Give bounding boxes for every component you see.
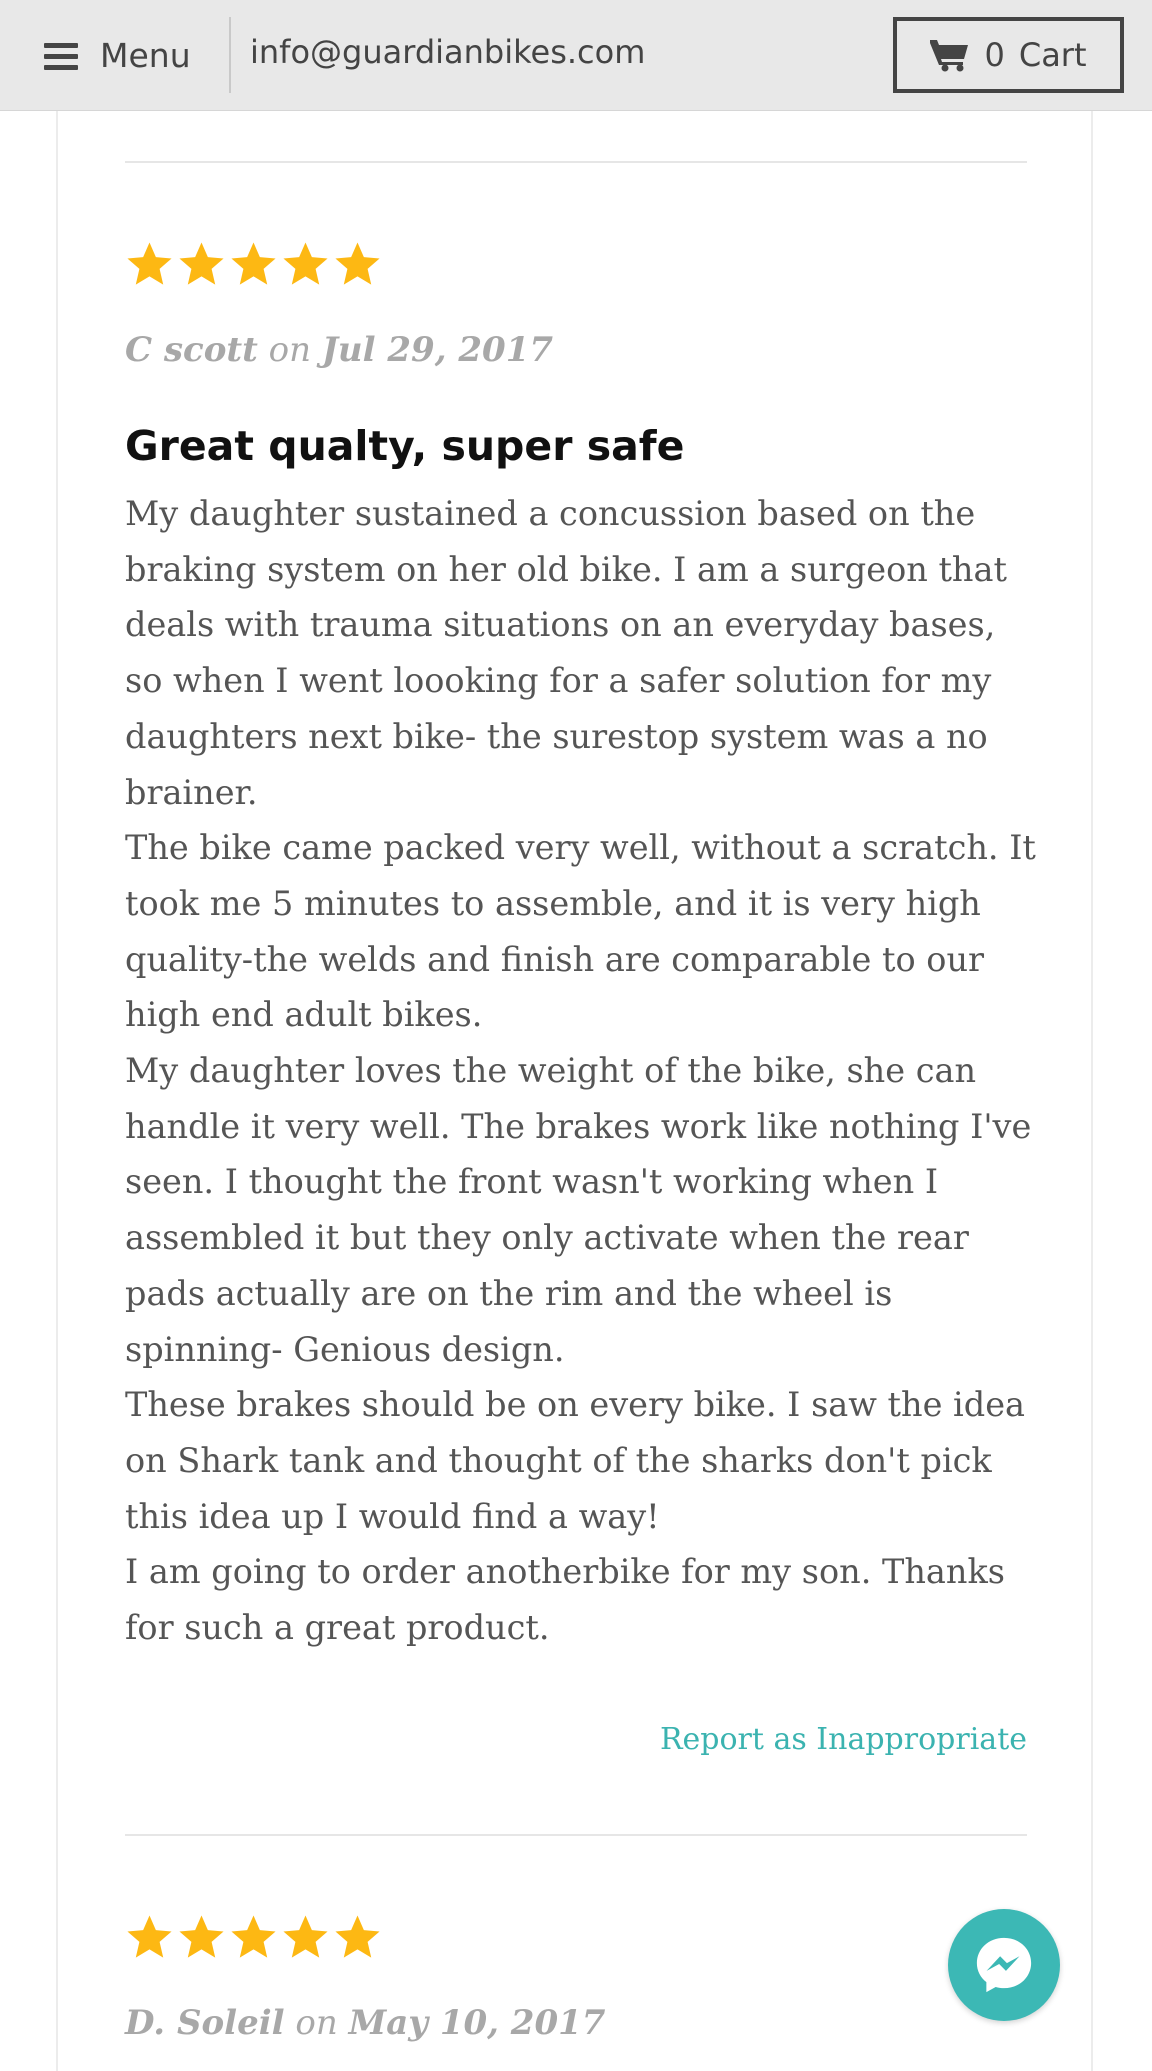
- star-icon: [125, 240, 174, 288]
- star-icon: [281, 1913, 330, 1961]
- review-on: on: [295, 2003, 338, 2043]
- cart-button[interactable]: [893, 17, 1124, 93]
- star-icon: [229, 240, 278, 288]
- review-rating: [125, 1913, 382, 1961]
- review-paragraph: I am going to order anotherbike for my son. Thanks for such a great product.: [125, 1552, 1005, 1648]
- review-rating: [125, 240, 382, 288]
- email-link[interactable]: info@guardianbikes.com: [250, 33, 646, 71]
- review-paragraph: These brakes should be on every bike. I saw the idea on Shark tank and thought of the sharks don't pick this idea up I would find a way!: [125, 1385, 1026, 1536]
- messenger-icon: [973, 1934, 1035, 1996]
- review-divider: [125, 1834, 1027, 1836]
- header-divider: [229, 17, 231, 93]
- review-byline: [125, 2003, 605, 2043]
- star-icon: [177, 240, 226, 288]
- review-on: on: [268, 330, 312, 370]
- star-icon: [177, 1913, 226, 1961]
- star-icon: [281, 240, 330, 288]
- star-icon: [125, 1913, 174, 1961]
- review-paragraph: My daughter loves the weight of the bike, she can handle it very well. The brakes work like nothing I've seen. I thought the front wasn't working when I assembled it but they only activate when the rear pads actually are on the rim and the wheel is spinning- Genious design.: [125, 1051, 1032, 1369]
- cart-count: 0: [984, 36, 1005, 74]
- review-divider: [125, 161, 1027, 163]
- review-author: D. Soleil: [125, 2003, 285, 2043]
- review-date: Jul 29, 2017: [321, 330, 554, 370]
- star-icon: [333, 240, 382, 288]
- review-author: C scott: [125, 330, 258, 370]
- review-paragraph: The bike came packed very well, without a scratch. It took me 5 minutes to assemble, and it is very high quality-the welds and finish are comparable to our high end adult bikes.: [125, 828, 1036, 1035]
- messenger-chat-button[interactable]: [948, 1909, 1060, 2021]
- hamburger-icon: [44, 42, 78, 70]
- review-byline: [125, 330, 553, 370]
- menu-button[interactable]: [44, 0, 191, 111]
- review-date: May 10, 2017: [348, 2003, 606, 2043]
- report-inappropriate-link[interactable]: Report as Inappropriate: [659, 1722, 1027, 1757]
- star-icon: [333, 1913, 382, 1961]
- star-icon: [229, 1913, 278, 1961]
- top-bar: [0, 0, 1152, 111]
- review-body: [125, 486, 1037, 1656]
- menu-label: Menu: [100, 36, 191, 75]
- review-paragraph: My daughter sustained a concussion based on the braking system on her old bike. I am a surgeon that deals with trauma situations on an everyday bases, so when I went loooking for a safer solution for my daughters next bike- the surestop system was a no brainer.: [125, 494, 1007, 812]
- cart-label: Cart: [1018, 36, 1087, 74]
- cart-icon: [930, 38, 970, 72]
- review-title: Great qualty, super safe: [125, 422, 685, 470]
